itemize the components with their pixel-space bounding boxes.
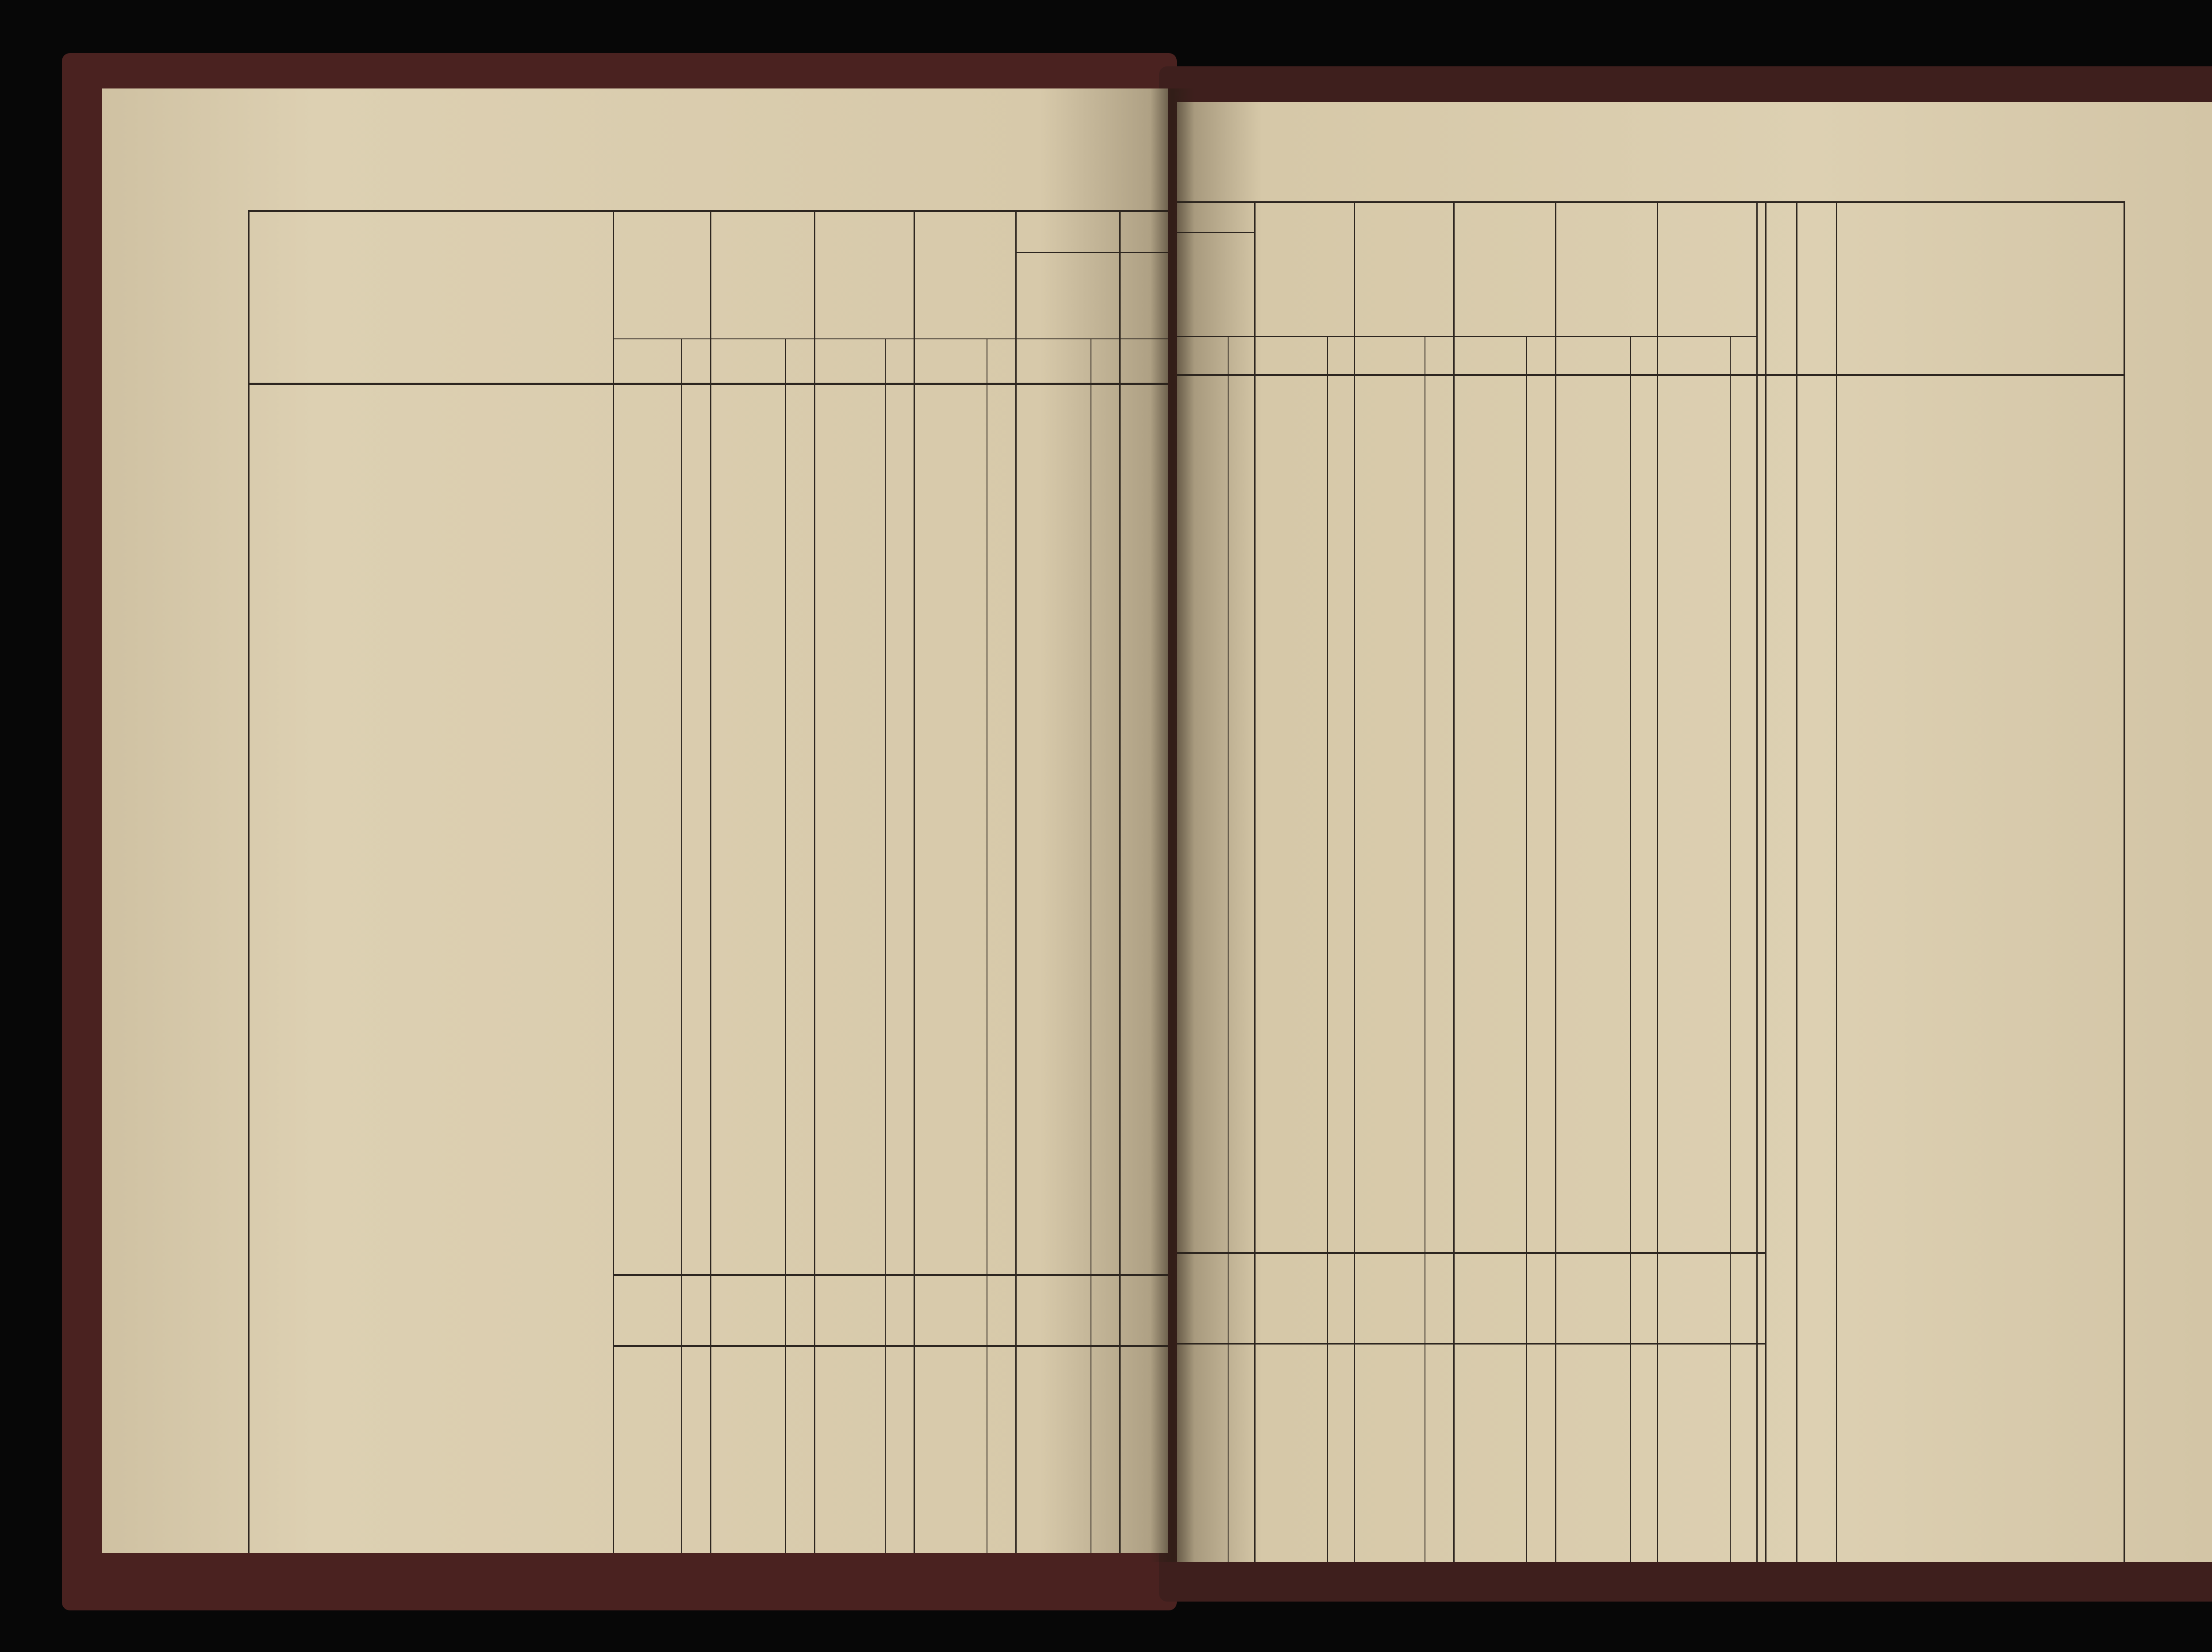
kopek-rule	[1730, 336, 1731, 1562]
unit-rule	[1015, 338, 1119, 339]
column-rule	[814, 210, 815, 1553]
subtotal-rule	[613, 1345, 1168, 1347]
unit-rule	[814, 338, 914, 339]
table-right-rule	[2124, 201, 2125, 1562]
column-rule	[1765, 201, 1767, 1562]
kopek-rule	[1228, 336, 1229, 1562]
kopek-rule	[1630, 336, 1631, 1562]
column-rule	[1254, 201, 1256, 1562]
kopek-rule	[681, 338, 682, 1553]
book-gutter	[1150, 88, 1194, 1562]
kopek-rule	[785, 338, 786, 1553]
column-rule	[1453, 201, 1455, 1562]
column-rule	[1836, 201, 1837, 1562]
table-left-rule	[248, 210, 250, 1553]
column-rule	[1555, 201, 1556, 1562]
subtotal-rule	[1177, 1343, 1765, 1345]
column-rule	[1657, 201, 1658, 1562]
kopek-rule	[1327, 336, 1328, 1562]
table-top-rule	[248, 210, 1168, 212]
unit-rule	[1254, 336, 1354, 337]
kopek-rule	[1526, 336, 1527, 1562]
column-rule	[710, 210, 711, 1553]
unit-rule	[1453, 336, 1555, 337]
column-rule	[914, 210, 915, 1553]
unit-rule	[710, 338, 814, 339]
unit-rule	[613, 338, 710, 339]
kopek-rule	[885, 338, 886, 1553]
column-rule	[1354, 201, 1355, 1562]
column-rule	[1756, 201, 1758, 1562]
column-rule	[1119, 210, 1121, 1553]
header-bottom-rule	[1177, 374, 2124, 376]
subtotal-rule	[1177, 1252, 1765, 1254]
column-rule	[613, 210, 614, 1553]
right-page	[1177, 102, 2212, 1562]
unit-rule	[1555, 336, 1657, 337]
header-bottom-rule	[248, 383, 1168, 385]
left-page	[102, 88, 1168, 1553]
unit-rule	[1657, 336, 1756, 337]
subtotal-rule	[613, 1274, 1168, 1276]
spent-sub-rule	[1015, 252, 1168, 253]
table-top-rule	[1177, 201, 2124, 203]
unit-rule	[914, 338, 1015, 339]
unit-rule	[1354, 336, 1453, 337]
column-rule	[1796, 201, 1797, 1562]
column-rule	[1015, 210, 1017, 1553]
